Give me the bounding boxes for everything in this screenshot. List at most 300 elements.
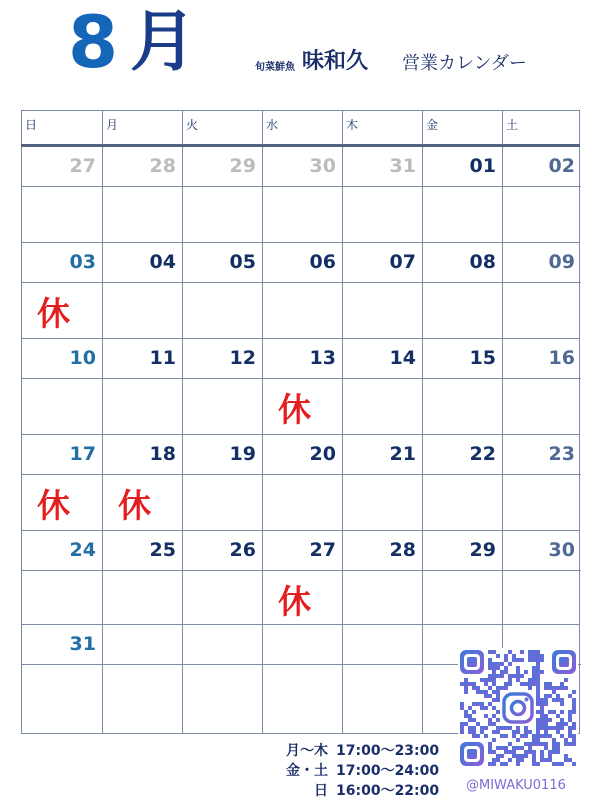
qr-module xyxy=(492,670,496,674)
closed-day-mark: 休 xyxy=(278,390,311,429)
qr-module xyxy=(492,682,496,686)
qr-module xyxy=(504,686,508,690)
day-number: 23 xyxy=(548,443,575,465)
qr-module xyxy=(536,658,540,662)
qr-module xyxy=(504,726,508,730)
qr-module xyxy=(500,670,504,674)
qr-module xyxy=(560,734,564,738)
qr-module xyxy=(536,690,540,694)
qr-module xyxy=(524,742,528,746)
day-number: 10 xyxy=(69,347,96,369)
qr-module xyxy=(560,762,564,766)
day-number-area xyxy=(263,435,342,475)
qr-module xyxy=(528,746,532,750)
qr-module xyxy=(504,762,508,766)
qr-module xyxy=(528,650,532,654)
qr-module xyxy=(544,694,548,698)
day-number-area xyxy=(183,625,262,665)
qr-module xyxy=(496,674,500,678)
qr-module xyxy=(488,666,492,670)
qr-module xyxy=(536,678,540,682)
day-number: 15 xyxy=(469,347,496,369)
qr-module xyxy=(552,698,556,702)
qr-module xyxy=(516,754,520,758)
day-number: 17 xyxy=(69,443,96,465)
qr-module xyxy=(488,658,492,662)
qr-module xyxy=(488,750,492,754)
qr-module xyxy=(556,694,560,698)
hours-label: 金・土 xyxy=(286,763,328,779)
day-number: 18 xyxy=(149,443,176,465)
calendar-day-cell xyxy=(22,147,102,242)
qr-module xyxy=(516,746,520,750)
qr-module xyxy=(496,662,500,666)
day-number: 31 xyxy=(69,633,96,655)
qr-module xyxy=(516,674,520,678)
day-number: 30 xyxy=(309,155,336,177)
qr-module xyxy=(460,722,464,726)
calendar-day-cell xyxy=(342,243,422,338)
qr-module xyxy=(516,738,520,742)
qr-module xyxy=(560,702,564,706)
day-number-area xyxy=(343,147,422,187)
day-number-area xyxy=(423,435,502,475)
calendar-day-cell xyxy=(342,531,422,624)
qr-module xyxy=(496,686,500,690)
qr-module xyxy=(496,730,500,734)
qr-module xyxy=(484,682,488,686)
qr-module xyxy=(572,710,576,714)
qr-module xyxy=(516,666,520,670)
qr-module xyxy=(496,698,500,702)
qr-module xyxy=(540,742,544,746)
qr-module xyxy=(500,726,504,730)
hours-row xyxy=(270,780,450,800)
qr-module xyxy=(480,706,484,710)
qr-module xyxy=(488,678,492,682)
day-number: 16 xyxy=(548,347,575,369)
calendar-day-cell xyxy=(502,531,581,624)
qr-module xyxy=(480,730,484,734)
qr-module xyxy=(480,702,484,706)
qr-module xyxy=(504,670,508,674)
day-number-area xyxy=(503,339,581,379)
qr-module xyxy=(468,682,472,686)
weekday-label: 日 xyxy=(25,118,38,132)
calendar-day-cell xyxy=(262,625,342,733)
calendar-day-cell xyxy=(262,339,342,434)
day-number-area xyxy=(22,243,102,283)
qr-module xyxy=(540,670,544,674)
qr-module xyxy=(500,686,504,690)
qr-module xyxy=(536,686,540,690)
qr-module xyxy=(556,726,560,730)
qr-module xyxy=(500,734,504,738)
qr-module xyxy=(536,762,540,766)
qr-module xyxy=(520,754,524,758)
calendar-day-cell xyxy=(182,243,262,338)
qr-module xyxy=(508,682,512,686)
qr-module xyxy=(572,698,576,702)
qr-module xyxy=(524,682,528,686)
qr-module xyxy=(484,706,488,710)
qr-module xyxy=(480,690,484,694)
qr-module xyxy=(532,762,536,766)
calendar-day-cell xyxy=(182,625,262,733)
qr-module xyxy=(536,730,540,734)
qr-module xyxy=(564,742,568,746)
day-number: 01 xyxy=(469,155,496,177)
day-number-area xyxy=(103,147,182,187)
qr-module xyxy=(492,674,496,678)
qr-module xyxy=(528,658,532,662)
qr-module xyxy=(564,738,568,742)
calendar-grid xyxy=(21,110,580,734)
qr-module xyxy=(472,718,476,722)
qr-module xyxy=(520,650,524,654)
shop-subtitle: 旬菜鮮魚 xyxy=(255,62,295,73)
day-number-area xyxy=(22,625,102,665)
qr-module xyxy=(548,754,552,758)
shop-name: 味和久 xyxy=(302,49,369,74)
day-number-area xyxy=(263,243,342,283)
qr-module xyxy=(528,682,532,686)
qr-module xyxy=(504,750,508,754)
calendar-week-row xyxy=(21,243,580,339)
qr-module xyxy=(540,734,544,738)
qr-module xyxy=(564,686,568,690)
day-number-area xyxy=(103,243,182,283)
day-number: 26 xyxy=(229,539,256,561)
qr-module xyxy=(532,758,536,762)
day-number-area xyxy=(423,339,502,379)
instagram-qr-code[interactable] xyxy=(458,648,578,770)
qr-module xyxy=(472,726,476,730)
qr-module xyxy=(568,714,572,718)
qr-module xyxy=(512,746,516,750)
calendar-day-cell xyxy=(342,435,422,530)
qr-module xyxy=(536,726,540,730)
hours-time: 17:00～24:00 xyxy=(336,763,440,779)
day-number-area xyxy=(183,435,262,475)
qr-module xyxy=(484,714,488,718)
calendar-day-cell xyxy=(22,339,102,434)
day-number-area xyxy=(263,531,342,571)
qr-module xyxy=(492,758,496,762)
qr-module xyxy=(492,730,496,734)
qr-module xyxy=(552,738,556,742)
calendar-day-cell xyxy=(422,243,502,338)
day-number: 11 xyxy=(149,347,176,369)
qr-module xyxy=(492,698,496,702)
qr-module xyxy=(528,750,532,754)
qr-module xyxy=(460,706,464,710)
qr-module xyxy=(492,662,496,666)
qr-module xyxy=(532,654,536,658)
qr-module xyxy=(536,654,540,658)
calendar-day-cell xyxy=(182,531,262,624)
calendar-day-cell xyxy=(502,435,581,530)
qr-module xyxy=(556,762,560,766)
qr-module xyxy=(528,730,532,734)
calendar-day-cell xyxy=(102,435,182,530)
qr-module xyxy=(552,710,556,714)
qr-module xyxy=(552,762,556,766)
qr-module xyxy=(464,686,468,690)
qr-code-image xyxy=(458,648,578,770)
qr-module xyxy=(488,762,492,766)
qr-module xyxy=(472,682,476,686)
qr-module xyxy=(560,722,564,726)
qr-module xyxy=(492,750,496,754)
qr-module xyxy=(464,722,468,726)
qr-module xyxy=(552,686,556,690)
qr-module xyxy=(536,694,540,698)
day-number-area xyxy=(22,147,102,187)
qr-module xyxy=(468,726,472,730)
qr-module xyxy=(544,734,548,738)
qr-module xyxy=(568,730,572,734)
qr-module xyxy=(532,674,536,678)
qr-module xyxy=(536,670,540,674)
qr-module xyxy=(564,678,568,682)
qr-module xyxy=(556,698,560,702)
calendar-day-cell xyxy=(262,147,342,242)
qr-module xyxy=(552,726,556,730)
qr-module xyxy=(468,730,472,734)
qr-module xyxy=(512,734,516,738)
qr-module xyxy=(496,746,500,750)
day-number-area xyxy=(343,625,422,665)
qr-module xyxy=(488,746,492,750)
qr-module xyxy=(536,650,540,654)
day-number-area xyxy=(22,531,102,571)
day-number: 22 xyxy=(469,443,496,465)
qr-module xyxy=(460,726,464,730)
qr-module xyxy=(468,714,472,718)
qr-module xyxy=(508,742,512,746)
day-number-area xyxy=(103,625,182,665)
qr-module xyxy=(556,750,560,754)
calendar-day-cell xyxy=(102,243,182,338)
qr-module xyxy=(496,726,500,730)
qr-module xyxy=(512,658,516,662)
qr-module xyxy=(524,730,528,734)
qr-module xyxy=(488,718,492,722)
qr-module xyxy=(476,690,480,694)
qr-module xyxy=(516,670,520,674)
qr-module xyxy=(460,682,464,686)
qr-module xyxy=(556,686,560,690)
qr-module xyxy=(540,706,544,710)
business-hours xyxy=(270,740,450,800)
day-number-area xyxy=(263,625,342,665)
day-number-area xyxy=(343,531,422,571)
calendar-day-cell xyxy=(502,147,581,242)
qr-module xyxy=(476,702,480,706)
calendar-day-cell xyxy=(422,531,502,624)
day-number-area xyxy=(503,531,581,571)
day-number-area xyxy=(503,243,581,283)
qr-module xyxy=(500,746,504,750)
calendar-day-cell xyxy=(22,625,102,733)
qr-module xyxy=(572,734,576,738)
qr-module xyxy=(540,702,544,706)
qr-module xyxy=(540,754,544,758)
day-number-area xyxy=(103,435,182,475)
qr-module xyxy=(496,654,500,658)
qr-module xyxy=(496,694,500,698)
hours-label: 月～木 xyxy=(286,743,328,759)
qr-module xyxy=(520,734,524,738)
qr-module xyxy=(564,758,568,762)
day-number: 13 xyxy=(309,347,336,369)
qr-module xyxy=(496,718,500,722)
qr-module xyxy=(568,742,572,746)
qr-module xyxy=(560,686,564,690)
qr-module xyxy=(540,710,544,714)
qr-module xyxy=(484,734,488,738)
qr-module xyxy=(572,722,576,726)
qr-module xyxy=(556,730,560,734)
qr-module xyxy=(516,726,520,730)
qr-module xyxy=(528,678,532,682)
day-number: 02 xyxy=(548,155,575,177)
qr-module xyxy=(560,718,564,722)
qr-module xyxy=(552,750,556,754)
qr-module xyxy=(496,710,500,714)
weekday-label: 土 xyxy=(502,111,581,144)
qr-module xyxy=(472,710,476,714)
qr-module xyxy=(524,754,528,758)
calendar-day-cell xyxy=(502,243,581,338)
qr-module xyxy=(472,730,476,734)
qr-module xyxy=(464,690,468,694)
qr-module xyxy=(572,762,576,766)
qr-module xyxy=(556,742,560,746)
qr-module xyxy=(536,666,540,670)
qr-module xyxy=(548,750,552,754)
weekday-label: 木 xyxy=(342,111,422,144)
month-number: 8 xyxy=(68,0,119,84)
day-number-area xyxy=(22,435,102,475)
day-number: 21 xyxy=(389,443,416,465)
qr-module xyxy=(492,650,496,654)
qr-module xyxy=(488,722,492,726)
qr-module xyxy=(512,654,516,658)
qr-module xyxy=(500,662,504,666)
day-number-area xyxy=(423,531,502,571)
qr-module xyxy=(508,650,512,654)
qr-module xyxy=(528,686,532,690)
calendar-day-cell xyxy=(182,147,262,242)
calendar-header xyxy=(0,0,606,100)
qr-module xyxy=(568,710,572,714)
qr-module xyxy=(504,666,508,670)
qr-module xyxy=(508,758,512,762)
qr-module xyxy=(532,742,536,746)
qr-module xyxy=(508,726,512,730)
qr-module xyxy=(488,702,492,706)
calendar-day-cell xyxy=(102,531,182,624)
qr-module xyxy=(520,682,524,686)
qr-module xyxy=(568,718,572,722)
qr-module xyxy=(552,742,556,746)
qr-module xyxy=(524,734,528,738)
qr-module xyxy=(532,754,536,758)
qr-module xyxy=(560,682,564,686)
qr-module xyxy=(492,762,496,766)
day-number: 29 xyxy=(229,155,256,177)
qr-module xyxy=(540,726,544,730)
qr-module xyxy=(544,742,548,746)
weekday-label: 金 xyxy=(422,111,502,144)
calendar-day-cell xyxy=(262,435,342,530)
day-number: 09 xyxy=(548,251,575,273)
qr-module xyxy=(548,710,552,714)
qr-module xyxy=(508,662,512,666)
qr-module xyxy=(532,670,536,674)
qr-module xyxy=(524,750,528,754)
hours-label: 日 xyxy=(314,783,328,799)
qr-module xyxy=(540,654,544,658)
qr-module xyxy=(488,742,492,746)
qr-module xyxy=(512,750,516,754)
day-number: 14 xyxy=(389,347,416,369)
qr-module xyxy=(556,714,560,718)
qr-module xyxy=(532,734,536,738)
qr-module xyxy=(544,702,548,706)
qr-module xyxy=(480,726,484,730)
qr-module xyxy=(484,726,488,730)
day-number: 27 xyxy=(69,155,96,177)
day-number: 27 xyxy=(309,539,336,561)
calendar-title: 営業カレンダー xyxy=(402,53,527,74)
qr-module xyxy=(568,726,572,730)
qr-module xyxy=(532,650,536,654)
qr-module xyxy=(548,686,552,690)
calendar-day-cell xyxy=(102,339,182,434)
qr-module xyxy=(556,722,560,726)
day-number-area xyxy=(423,147,502,187)
qr-module xyxy=(536,674,540,678)
qr-module xyxy=(548,758,552,762)
qr-module xyxy=(544,718,548,722)
hours-time: 17:00～23:00 xyxy=(336,743,440,759)
qr-module xyxy=(568,694,572,698)
qr-module xyxy=(544,746,548,750)
qr-module xyxy=(468,706,472,710)
calendar-day-cell xyxy=(422,147,502,242)
instagram-handle[interactable]: @MIWAKU0116 xyxy=(466,778,566,793)
qr-module xyxy=(496,754,500,758)
qr-module xyxy=(552,746,556,750)
closed-day-mark: 休 xyxy=(118,486,151,525)
calendar-week-row xyxy=(21,339,580,435)
day-number: 28 xyxy=(389,539,416,561)
qr-module xyxy=(528,654,532,658)
qr-module xyxy=(572,738,576,742)
qr-module xyxy=(532,678,536,682)
qr-module xyxy=(560,710,564,714)
qr-module xyxy=(508,750,512,754)
day-number-area xyxy=(423,243,502,283)
qr-module xyxy=(532,682,536,686)
qr-module xyxy=(504,658,508,662)
qr-module xyxy=(484,694,488,698)
qr-module xyxy=(544,758,548,762)
calendar-day-cell xyxy=(422,339,502,434)
